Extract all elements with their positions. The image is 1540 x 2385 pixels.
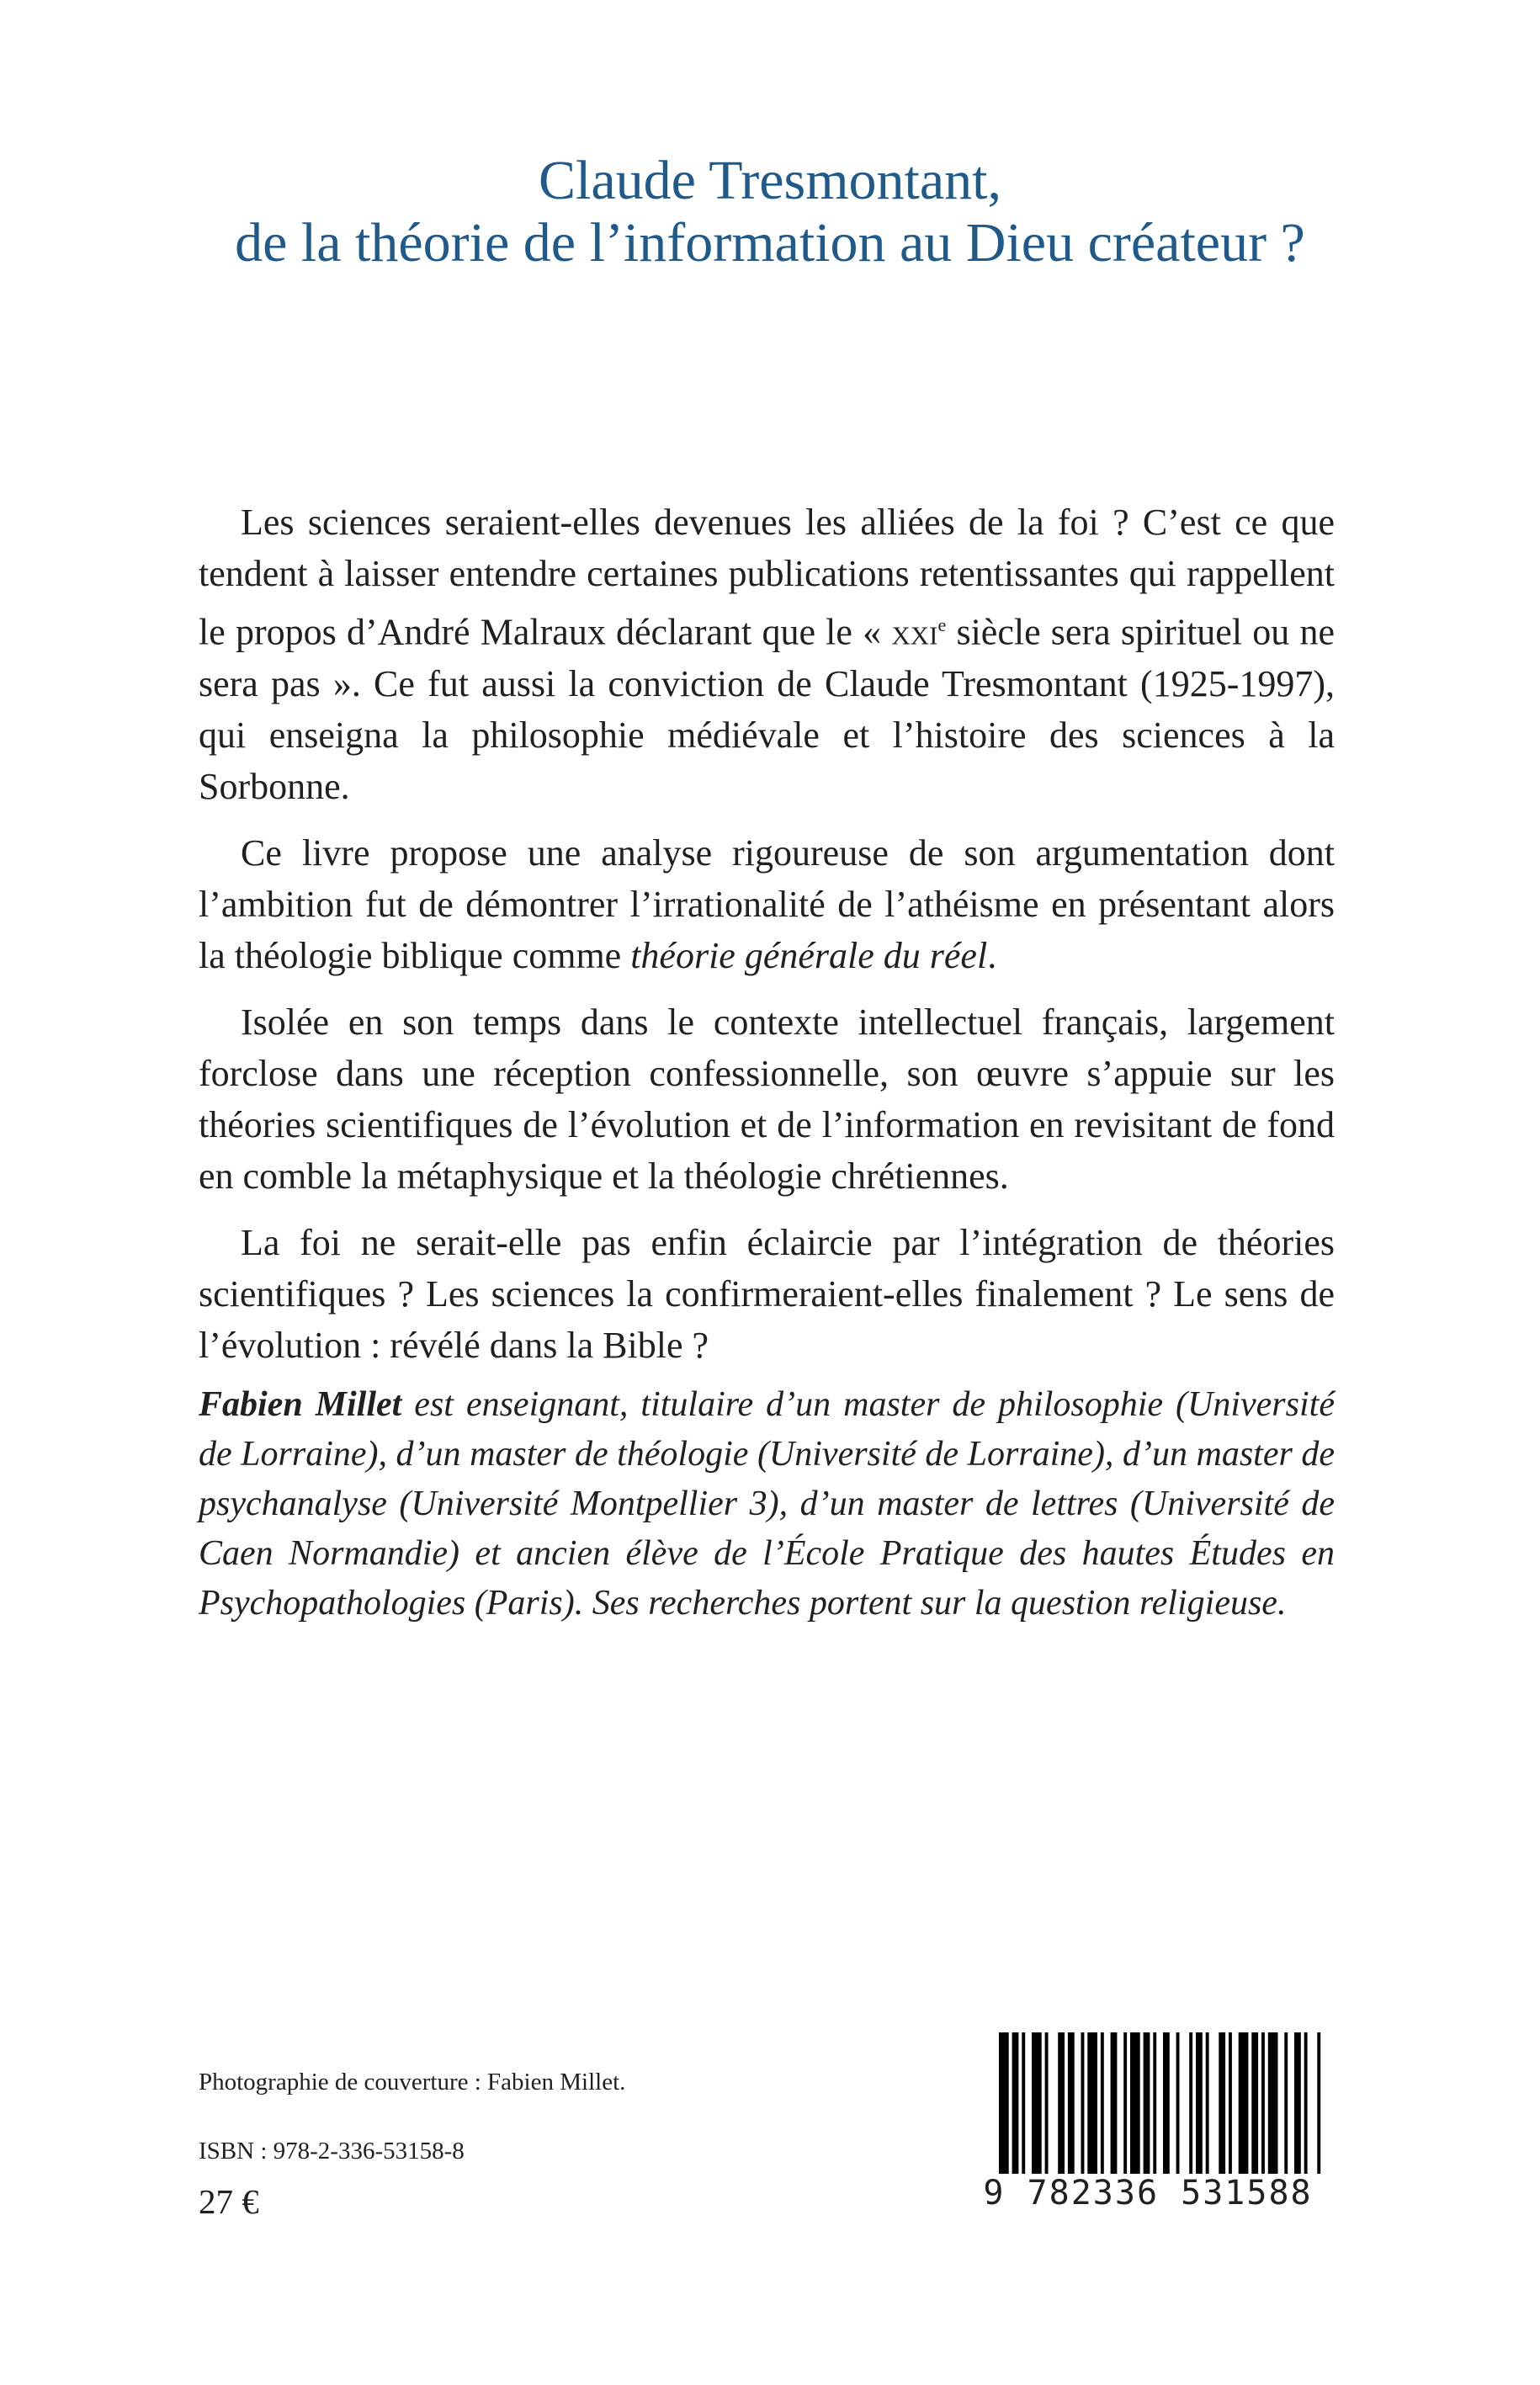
book-title xyxy=(0,150,1540,274)
blurb-paragraph-1 xyxy=(199,497,1335,812)
blurb-paragraph-2 xyxy=(199,827,1335,981)
title-line-1: Claude Tresmontant, xyxy=(538,150,1001,211)
century-numeral: xxi xyxy=(891,611,938,653)
century-superscript: e xyxy=(937,614,947,635)
blurb-p2-italic: théorie générale du réel xyxy=(630,934,988,976)
price: 27 € xyxy=(199,2182,259,2221)
author-name: Fabien Millet xyxy=(199,1385,402,1424)
barcode xyxy=(972,2032,1324,2218)
blurb-paragraph-3: Isolée en son temps dans le contexte intellectuel français, largement forclose dans une réception confessionnelle, son œuvre s’appuie sur les théories scientifiques de l’évolution et de l’information en revisitant de fond en comble la métaphysique et la théologie chrétiennes. xyxy=(199,1001,1335,1197)
blurb-p2-text: Ce livre propose une analyse rigoureuse de son argumentation dont l’ambition fut de démontrer l’irrationalité de l’athéisme en présentant alors la théologie biblique comme xyxy=(199,831,1335,976)
photo-credit: Photographie de couverture : Fabien Millet. xyxy=(199,2069,626,2096)
author-bio-text: est enseignant, titulaire d’un master de philosophie (Université de Lorraine), d’un master de théologie (Université de Lorraine), d’un master de psychanalyse (Université Montpellier 3), d’un master de lettres (Université de Caen Normandie) et ancien élève de l’École Pratique des hautes Études en Psychopathologies (Paris). Ses recherches portent sur la question religieuse. xyxy=(199,1385,1335,1623)
blurb-p2-text-end: . xyxy=(987,934,997,976)
book-blurb xyxy=(199,497,1335,1386)
blurb-p1-text-end: siècle sera spirituel ou ne sera pas ». Ce fut aussi la conviction de Claude Tresmontant (1925-1997), qui enseigna la philosophie médiévale et l’histoire des sciences à la Sorbonne. xyxy=(199,611,1335,807)
barcode-digits: 9 782336 531588 xyxy=(972,2174,1324,2212)
blurb-paragraph-4: La foi ne serait-elle pas enfin éclaircie par l’intégration de théories scientifiques ? Les sciences la confirmeraient-elles finalement ? Le sens de l’évolution : révélé dans la Bible ? xyxy=(199,1221,1335,1366)
blurb-p1-text: Les sciences seraient-elles devenues les alliées de la foi ? C’est ce que tendent à laisser entendre certaines publications retentissantes qui rappellent le propos d’André Malraux déclarant que le « xyxy=(199,502,1335,653)
author-bio xyxy=(199,1380,1335,1628)
title-line-2: de la théorie de l’information au Dieu créateur ? xyxy=(235,211,1305,274)
isbn: ISBN : 978-2-336-53158-8 xyxy=(199,2138,465,2165)
